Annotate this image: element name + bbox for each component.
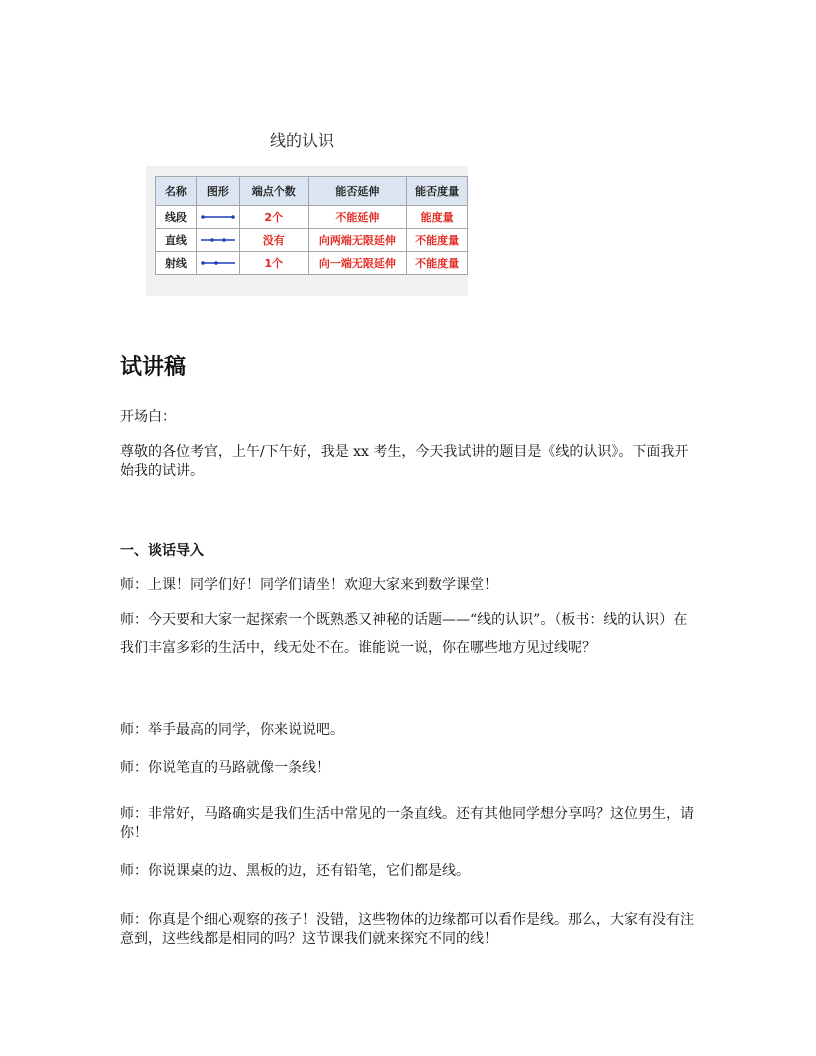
paragraph: 师：今天要和大家一起探索一个既熟悉又神秘的话题——“线的认识”。（板书：线的认识）在我们丰富多彩的生活中，线无处不在。谁能说一说，你在哪些地方见过线呢？ (120, 612, 688, 656)
header-figure: 图形 (196, 177, 239, 206)
intro-paragraph: 尊敬的各位考官，上午/下午好，我是 xx 考生，今天我试讲的题目是《线的认识》。下面我开始我的试讲。 (120, 444, 689, 479)
row-extend: 向一端无限延伸 (308, 252, 407, 275)
row-figure (196, 206, 239, 229)
paragraph: 师：你真是个细心观察的孩子！没错，这些物体的边缘都可以看作是线。那么，大家有没有注意到，这些线都是相同的吗？这节课我们就来探究不同的线！ (120, 912, 694, 947)
table-row (156, 206, 468, 229)
row-measure: 不能度量 (407, 229, 468, 252)
paragraph: 师：上课！同学们好！同学们请坐！欢迎大家来到数学课堂！ (120, 577, 498, 593)
lines-table-figure (146, 166, 468, 296)
table-row (156, 229, 468, 252)
row-endpoints: 1个 (239, 252, 308, 275)
row-figure (196, 252, 239, 275)
header-name: 名称 (156, 177, 197, 206)
opening-label: 开场白： (120, 409, 176, 425)
row-figure (196, 229, 239, 252)
row-name: 射线 (156, 252, 197, 275)
header-extend: 能否延伸 (308, 177, 407, 206)
header-measure: 能否度量 (407, 177, 468, 206)
header-endpoints: 端点个数 (239, 177, 308, 206)
table-header-row (156, 177, 468, 206)
row-endpoints: 没有 (239, 229, 308, 252)
paragraph: 师：非常好，马路确实是我们生活中常见的一条直线。还有其他同学想分享吗？这位男生，请你！ (120, 806, 694, 841)
script-heading: 试讲稿 (120, 354, 187, 380)
line-icon (200, 235, 236, 245)
row-extend: 不能延伸 (308, 206, 407, 229)
row-extend: 向两端无限延伸 (308, 229, 407, 252)
paragraph: 师：你说笔直的马路就像一条线！ (120, 760, 330, 776)
row-measure: 能度量 (407, 206, 468, 229)
lines-comparison-table (155, 176, 468, 275)
document-title: 线的认识 (270, 131, 335, 150)
row-name: 直线 (156, 229, 197, 252)
paragraph: 师：你说课桌的边、黑板的边，还有铅笔，它们都是线。 (120, 863, 470, 879)
section-title: 一、谈话导入 (120, 543, 204, 559)
row-measure: 不能度量 (407, 252, 468, 275)
table-row (156, 252, 468, 275)
row-name: 线段 (156, 206, 197, 229)
segment-icon (200, 212, 236, 222)
row-endpoints: 2个 (239, 206, 308, 229)
ray-icon (200, 258, 236, 268)
paragraph: 师：举手最高的同学，你来说说吧。 (120, 722, 344, 738)
